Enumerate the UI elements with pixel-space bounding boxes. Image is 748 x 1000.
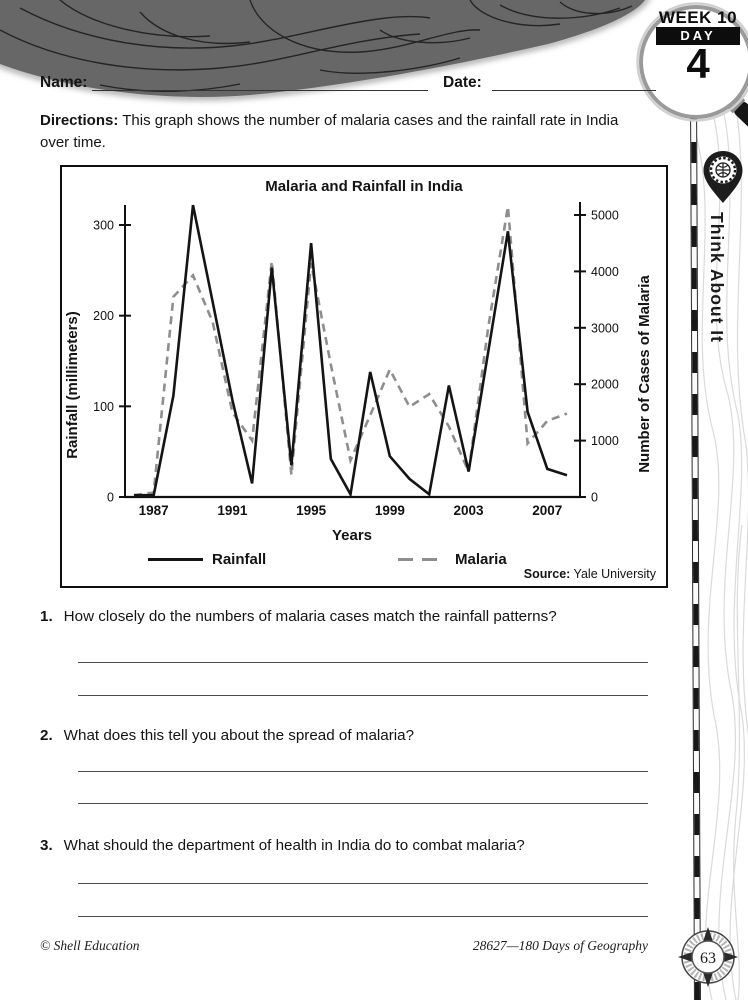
badge-day-label: DAY (656, 27, 740, 45)
svg-text:2000: 2000 (591, 377, 619, 392)
svg-text:2003: 2003 (453, 503, 484, 518)
sidebar-think-about-it-label: Think About It (707, 212, 727, 343)
question-1-answer-line-2[interactable] (78, 695, 648, 696)
question-2-answer-line-1[interactable] (78, 771, 648, 772)
svg-text:1995: 1995 (296, 503, 327, 518)
location-pin-icon (702, 150, 744, 204)
question-2-answer-line-2[interactable] (78, 803, 648, 804)
svg-text:0: 0 (107, 490, 114, 505)
badge-week-label: WEEK 10 (658, 8, 738, 27)
malaria-line-sample-icon (398, 558, 446, 561)
question-1-number: 1. (40, 608, 53, 625)
svg-text:1991: 1991 (217, 503, 248, 518)
compass-page-number (676, 925, 740, 989)
right-axis-label: Number of Cases of Malaria (636, 275, 653, 473)
question-1-answer-line-1[interactable] (78, 662, 648, 663)
question-2 (40, 727, 656, 744)
chart-plot-svg (62, 167, 662, 586)
svg-text:200: 200 (93, 309, 114, 324)
question-1-text: How closely do the numbers of malaria cases match the rainfall patterns? (63, 608, 557, 625)
rainfall-line-sample-icon (148, 558, 203, 561)
legend-rainfall-label: Rainfall (212, 551, 267, 568)
svg-text:2007: 2007 (532, 503, 563, 518)
x-axis-label: Years (331, 527, 373, 544)
legend-item-rainfall (148, 551, 266, 568)
badge-day-number: 4 (686, 40, 710, 87)
legend-item-malaria (398, 551, 507, 568)
svg-text:5000: 5000 (591, 208, 619, 223)
svg-text:3000: 3000 (591, 321, 619, 336)
date-label: Date: (443, 74, 482, 91)
question-1 (40, 608, 656, 625)
source-label: Source: (523, 567, 571, 581)
question-3-answer-line-2[interactable] (78, 916, 648, 917)
svg-text:4000: 4000 (591, 264, 619, 279)
left-axis-label: Rainfall (millimeters) (64, 311, 81, 459)
chart (60, 165, 668, 588)
svg-text:0: 0 (591, 490, 598, 505)
chart-title: Malaria and Rainfall in India (265, 178, 463, 195)
date-input-line[interactable] (492, 90, 656, 91)
svg-text:300: 300 (93, 218, 114, 233)
svg-text:1987: 1987 (138, 503, 169, 518)
directions-label: Directions: (40, 112, 119, 129)
chart-source (524, 567, 656, 581)
directions-text (40, 110, 644, 154)
svg-text:1000: 1000 (591, 434, 619, 449)
question-3-text: What should the department of health in India do to combat malaria? (63, 837, 525, 854)
name-input-line[interactable] (92, 90, 428, 91)
directions-body: This graph shows the number of malaria cases and the rainfall rate in India over time. (40, 112, 619, 151)
page-number: 63 (700, 950, 716, 967)
svg-text:100: 100 (93, 399, 114, 414)
question-2-text: What does this tell you about the spread of malaria? (63, 727, 415, 744)
question-3-answer-line-1[interactable] (78, 883, 648, 884)
legend-malaria-label: Malaria (455, 551, 507, 568)
source-text: Yale University (570, 567, 656, 581)
question-2-number: 2. (40, 727, 53, 744)
name-label: Name: (40, 74, 88, 91)
footer-publisher: © Shell Education (40, 938, 140, 953)
question-3-number: 3. (40, 837, 53, 854)
footer-book-title: 28627—180 Days of Geography (472, 938, 648, 953)
question-3 (40, 837, 656, 854)
svg-text:1999: 1999 (374, 503, 405, 518)
